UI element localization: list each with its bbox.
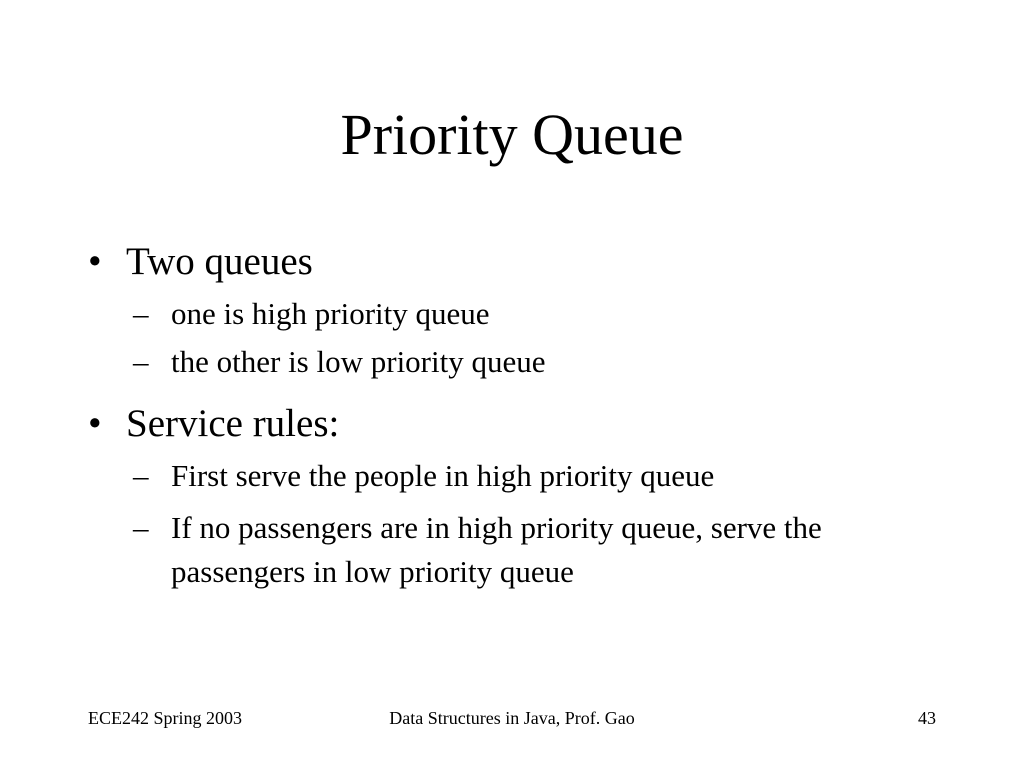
slide-title: Priority Queue [340, 102, 684, 167]
footer-title: Data Structures in Java, Prof. Gao [389, 708, 635, 728]
bullet-text: Service rules: [126, 402, 340, 445]
bullet-icon: • [88, 402, 102, 445]
sub-bullet-text: First serve the people in high priority queue [171, 458, 715, 493]
footer-page-number: 43 [918, 708, 936, 728]
bullet-item [88, 398, 968, 450]
dash-icon: – [133, 344, 149, 379]
dash-icon: – [133, 296, 149, 331]
sub-bullet-item [133, 506, 891, 594]
slide-body [88, 232, 968, 594]
sub-bullet-text: If no passengers are in high priority queue, serve the passengers in low priority queue [171, 510, 822, 589]
bullet-icon: • [88, 240, 102, 283]
bullet-item [88, 236, 968, 288]
sub-bullet-item [133, 290, 968, 338]
bullet-text: Two queues [126, 240, 313, 283]
dash-icon: – [133, 510, 149, 545]
footer-course: ECE242 Spring 2003 [88, 708, 243, 728]
sub-bullet-text: the other is low priority queue [171, 344, 546, 379]
sub-bullet-item [133, 452, 968, 500]
sub-bullet-item [133, 338, 968, 386]
dash-icon: – [133, 458, 149, 493]
sub-bullet-text: one is high priority queue [171, 296, 490, 331]
